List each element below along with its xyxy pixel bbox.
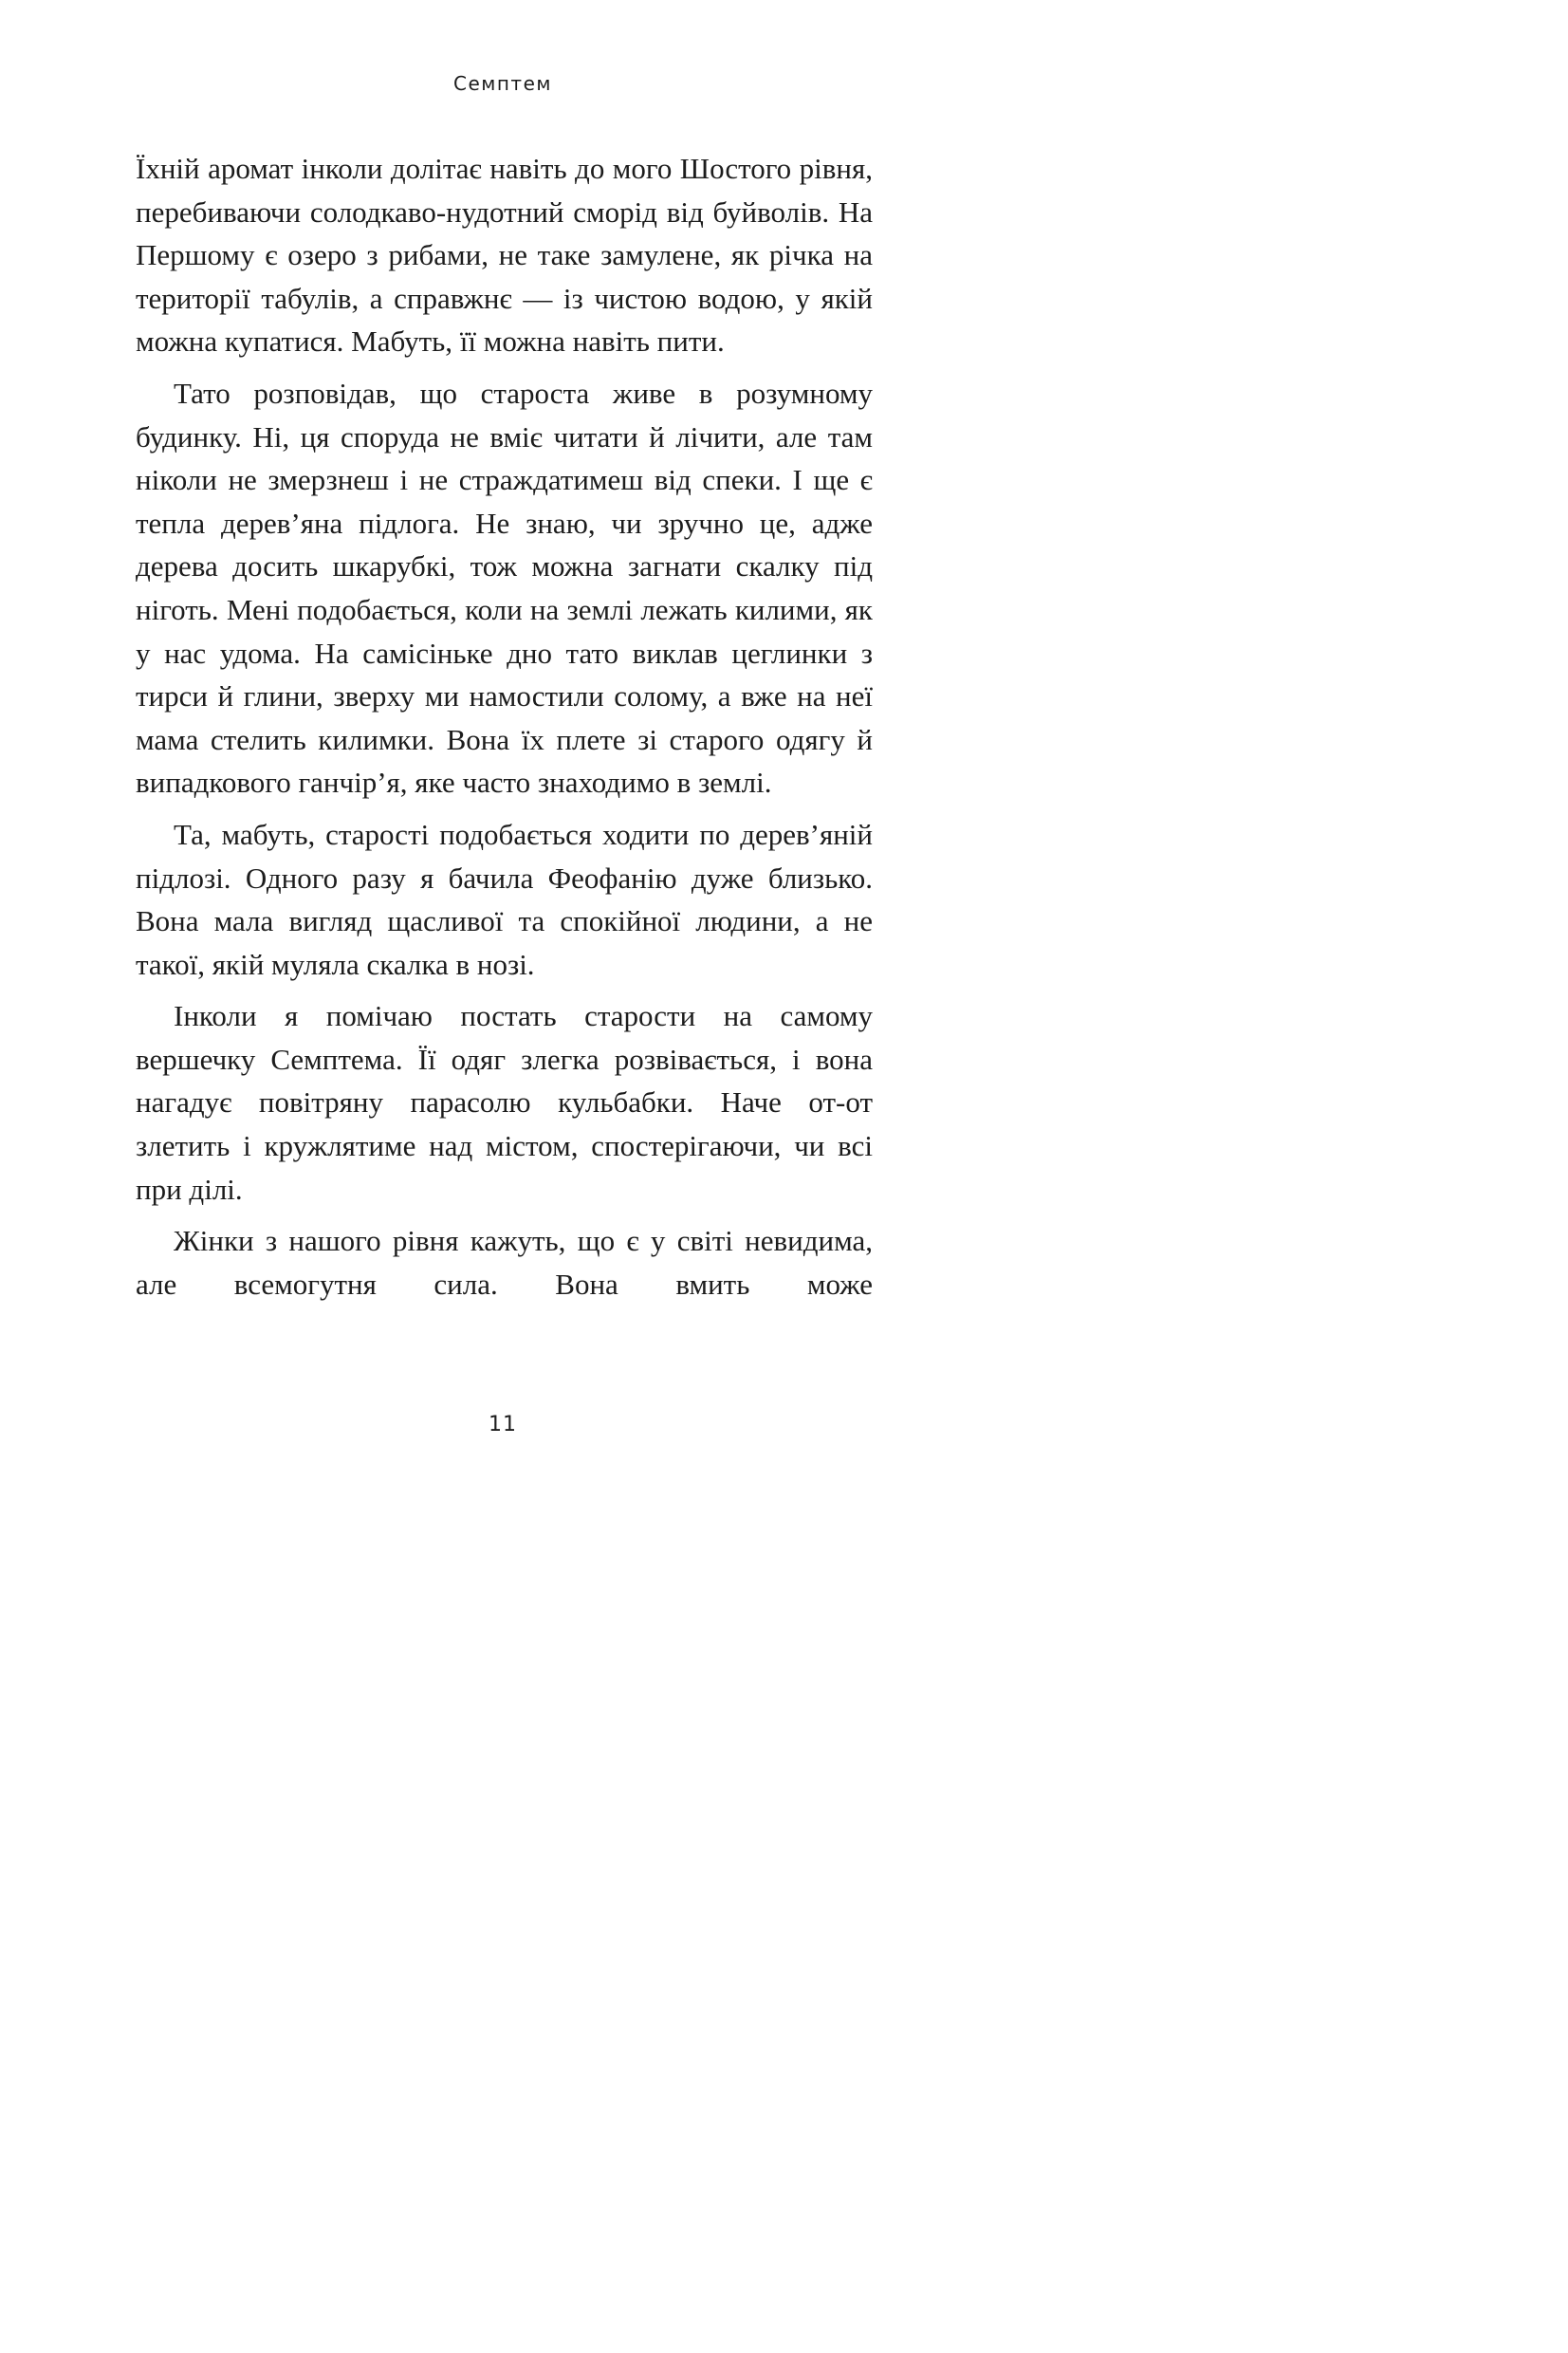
paragraph-5: Жінки з нашого рівня кажуть, що є у світі невидима, але всемогутня сила. Вона вмить може (136, 1224, 873, 1301)
book-page (0, 0, 1005, 1507)
paragraph-1: Їхній аромат інколи долітає навіть до мого Шостого рівня, перебиваючи солодкаво-нудотний сморід від буйволів. На Першому є озеро з рибами, не таке замулене, як річка на території табулів, а справжнє — із чистою водою, у якій можна купатися. Мабуть, її можна навіть пити. (136, 152, 873, 359)
page-number: 11 (489, 1413, 517, 1436)
running-title: Семптем (453, 72, 552, 95)
paragraph-4: Інколи я помічаю постать старости на самому вершечку Семптема. Її одяг злегка розвівається, і вона нагадує повітряну парасолю кульбабки. Наче от-от злетить і кружлятиме над містом, спостерігаючи, чи всі при ділі. (136, 999, 873, 1206)
paragraph-3: Та, мабуть, старості подобається ходити по дерев’яній підлозі. Одного разу я бачила Феофанію дуже близько. Вона мала вигляд щасливої та спокійної людини, а не такої, якій муляла скалка в нозі. (136, 817, 873, 981)
paragraph-2: Тато розповідав, що староста живе в розумному будинку. Ні, ця споруда не вміє читати й лічити, але там ніколи не змерзнеш і не страждатимеш від спеки. І ще є тепла дерев’яна підлога. Не знаю, чи зручно це, адже дерева досить шкарубкі, тож можна загнати скалку під ніготь. Мені подобається, коли на землі лежать килими, як у нас удома. На самісіньке дно тато виклав цеглинки з тирси й глини, зверху ми намостили солому, а вже на неї мама стелить килимки. Вона їх плете зі старого одягу й випадкового ганчір’я, яке часто знаходимо в землі. (136, 376, 873, 800)
body-text (136, 147, 873, 1306)
